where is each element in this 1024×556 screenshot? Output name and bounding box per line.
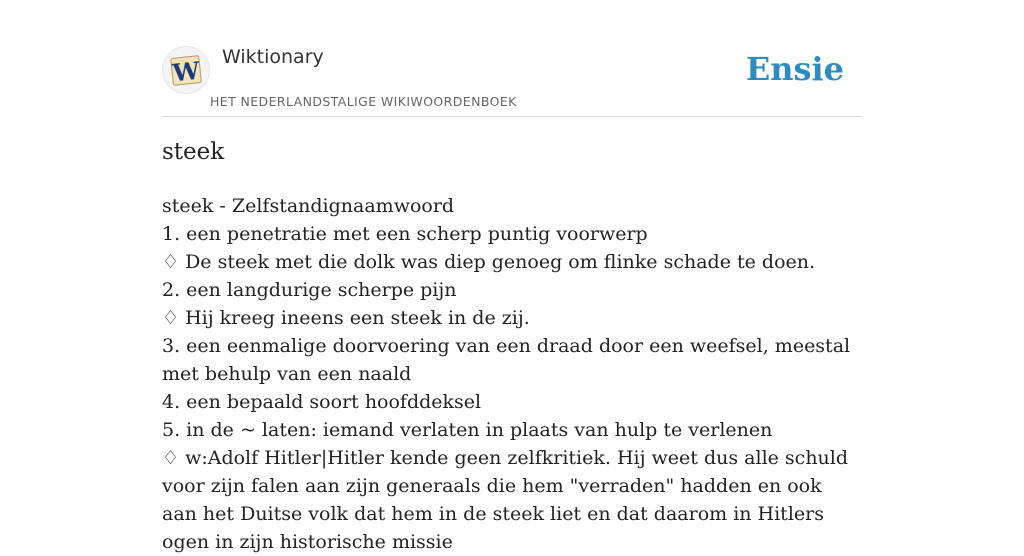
ensie-brand-logo[interactable]: Ensie: [745, 50, 844, 88]
definition-line: 4. een bepaald soort hoofddeksel: [162, 391, 482, 413]
definition-line: 2. een langdurige scherpe pijn: [162, 279, 457, 301]
logo-letter: W: [171, 55, 202, 88]
site-header: [162, 0, 862, 117]
wiktionary-logo-graphic: [169, 54, 205, 88]
wiktionary-logo-icon[interactable]: [162, 46, 210, 94]
dictionary-entry: [162, 192, 862, 556]
entry-heading: steek - Zelfstandignaamwoord: [162, 195, 455, 217]
definition-line: 1. een penetratie met een scherp puntig voorwerp: [162, 223, 648, 245]
example-line: ♢ De steek met die dolk was diep genoeg om flinke schade te doen.: [162, 251, 816, 273]
page-title: steek: [162, 139, 225, 165]
definition-line: 5. in de ~ laten: iemand verlaten in plaats van hulp te verlenen: [162, 419, 773, 441]
example-line: ♢ Hij kreeg ineens een steek in de zij.: [162, 307, 530, 329]
site-subtitle: HET NEDERLANDSTALIGE WIKIWOORDENBOEK: [210, 94, 517, 109]
site-name[interactable]: Wiktionary: [222, 46, 324, 68]
definition-line: 3. een eenmalige doorvoering van een draad door een weefsel, meestal met behulp van een naald: [162, 335, 851, 385]
example-line: ♢ w:Adolf Hitler|Hitler kende geen zelfkritiek. Hij weet dus alle schuld voor zijn falen aan zijn generaals die hem "verraden" hadden en ook aan het Duitse volk dat hem in de steek liet en dat daarom in Hitlers ogen in zijn historische missie: [162, 447, 849, 553]
